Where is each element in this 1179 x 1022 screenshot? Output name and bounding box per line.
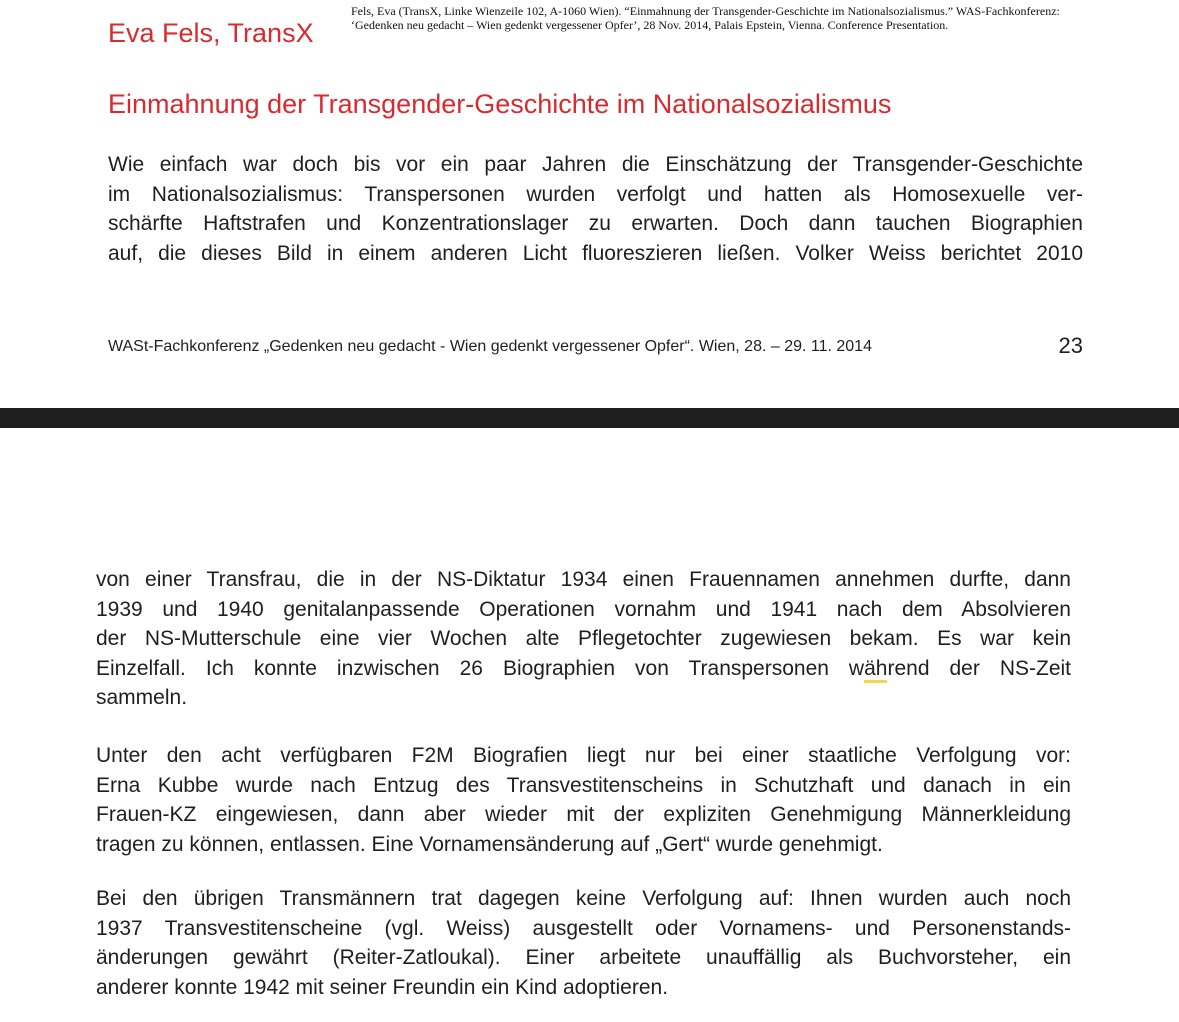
paragraph-line: tragen zu können, entlassen. Eine Vornamensänderung auf „Gert“ wurde genehmigt. — [96, 832, 883, 856]
paragraph-line: der NS-Mutterschule eine vier Wochen alte Pflegetochter zugewiesen bekam. Es war kein — [96, 627, 1071, 650]
paragraph-line: Unter den acht verfügbaren F2M Biografien liegt nur bei einer staatliche Verfolgung vor: — [96, 744, 1071, 767]
citation-note — [351, 4, 1173, 32]
paragraph-line: auf, die dieses Bild in einem anderen Licht fluoreszieren ließen. Volker Weiss berichtet 2010 — [108, 241, 1083, 265]
paragraph-line: anderer konnte 1942 mit seiner Freundin ein Kind adoptieren. — [96, 975, 669, 999]
line-text: rend der NS-Zeit — [887, 656, 1071, 680]
highlighted-text: äh — [864, 657, 887, 683]
author-heading: Eva Fels, TransX — [108, 18, 314, 48]
paragraph-line: 1939 und 1940 genitalanpassende Operationen vornahm und 1941 nach dem Absolvieren — [96, 597, 1071, 621]
paragraph-line: 1937 Transvestitenscheine (vgl. Weiss) ausgestellt oder Vornamens- und Personenstands- — [96, 916, 1071, 940]
paragraph-line: von einer Transfrau, die in der NS-Diktatur 1934 einen Frauennamen annehmen durfte, dann — [96, 568, 1071, 591]
body-paragraph-2 — [96, 741, 1071, 859]
page-footer — [108, 333, 1083, 360]
paragraph-line: im Nationalsozialismus: Transpersonen wurden verfolgt und hatten als Homosexuelle ver- — [108, 182, 1083, 206]
footer-conference-text: WASt-Fachkonferenz „Gedenken neu gedacht - Wien gedenkt vergessener Opfer“. Wien, 28. – 29. 11. 2014 — [108, 338, 872, 355]
page-divider — [0, 408, 1179, 428]
document-title: Einmahnung der Transgender-Geschichte im Nationalsozialismus — [108, 89, 892, 119]
line-text: Einzelfall. Ich konnte inzwischen 26 Biographien von Transpersonen w — [96, 656, 865, 680]
paragraph-line: Frauen-KZ eingewiesen, dann aber wieder mit der expliziten Genehmigung Männerkleidung — [96, 803, 1071, 826]
page-number: 23 — [1058, 333, 1083, 358]
paragraph-line: Wie einfach war doch bis vor ein paar Jahren die Einschätzung der Transgender-Geschichte — [108, 153, 1083, 176]
body-paragraph-1 — [96, 565, 1071, 713]
paragraph-line: sammeln. — [96, 686, 188, 709]
paragraph-line: schärfte Haftstrafen und Konzentrationslager zu erwarten. Doch dann tauchen Biographien — [108, 212, 1083, 235]
citation-line-1: Fels, Eva (TransX, Linke Wienzeile 102, A-1060 Wien). “Einmahnung der Transgender-Geschichte im Nationalsozialismus.” WAS-Fachkonferenz: — [351, 4, 1060, 18]
paragraph-line: Erna Kubbe wurde nach Entzug des Transvestitenscheins in Schutzhaft und danach in ein — [96, 773, 1071, 797]
paragraph-line: Bei den übrigen Transmännern trat dagegen keine Verfolgung auf: Ihnen wurden auch noch — [96, 887, 1071, 910]
paragraph-line: änderungen gewährt (Reiter-Zatloukal). Einer arbeitete unauffällig als Buchvorsteher, ein — [96, 946, 1071, 969]
body-paragraph-3 — [96, 884, 1071, 1002]
intro-paragraph — [108, 150, 1083, 268]
paragraph-line — [96, 654, 1071, 684]
citation-line-2: ‘Gedenken neu gedacht – Wien gedenkt vergessener Opfer’, 28 Nov. 2014, Palais Epstein, Vienna. Conference Presentation. — [351, 18, 949, 32]
